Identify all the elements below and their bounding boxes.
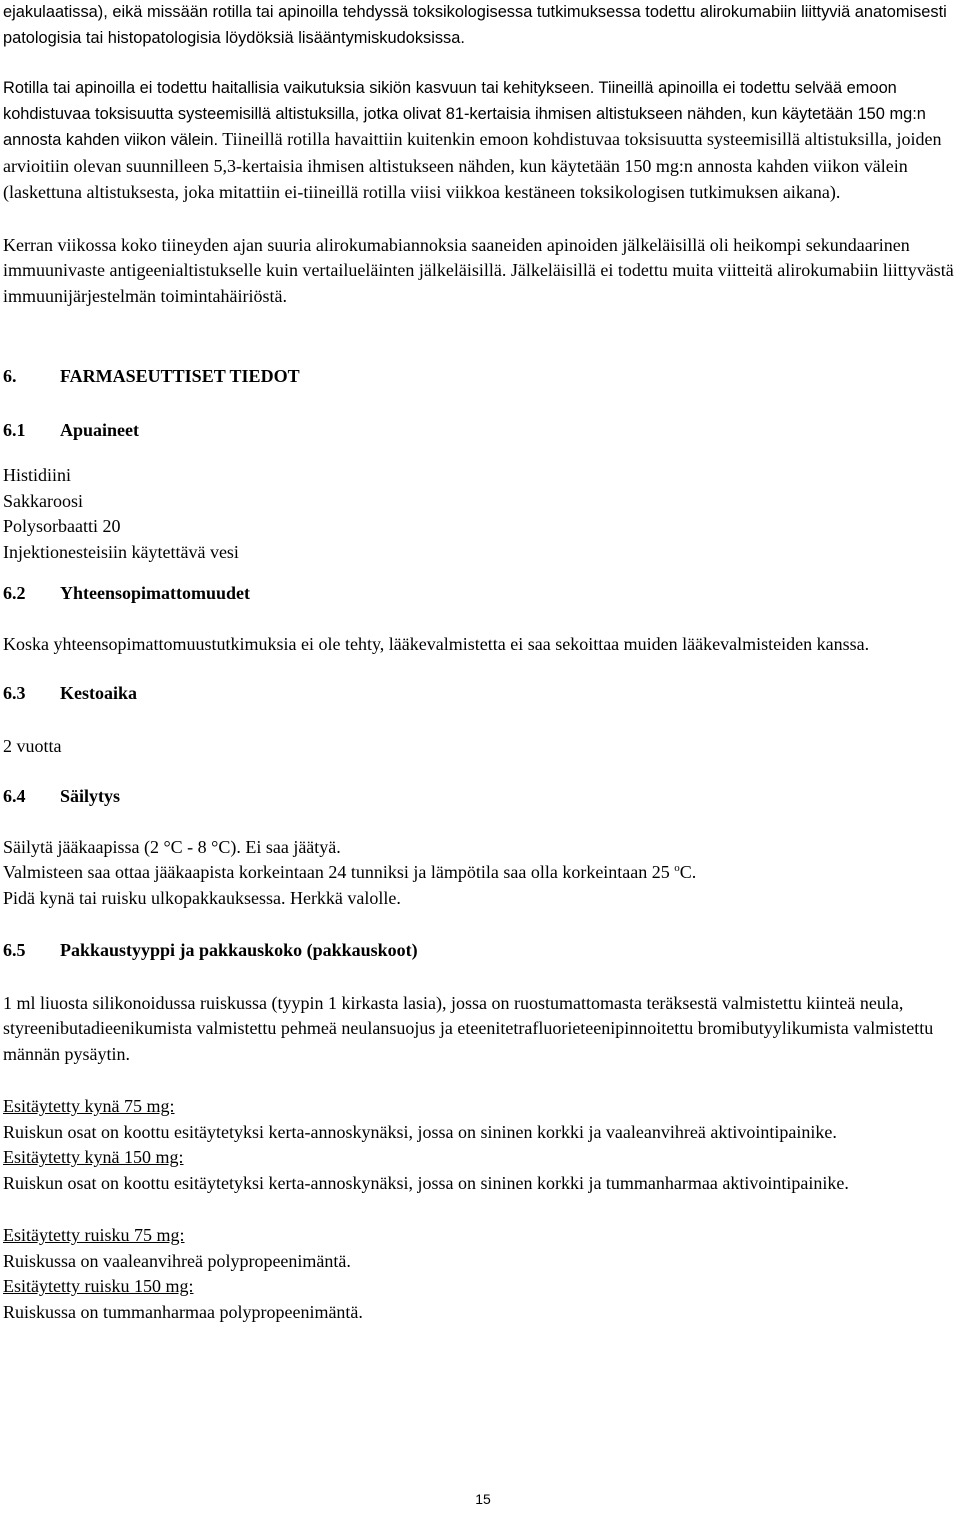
paragraph-text: ejakulaatissa), eikä missään rotilla tai apinoilla tehdyssä toksikologisessa tutkimuksessa todettu alirokumabiin liittyviä anatomisesti patologisia tai histopatologisia löydöksiä lisääntymiskudoksissa.	[3, 3, 947, 47]
section-number: 6.3	[3, 683, 26, 703]
paragraph-text-sans: Rotilla tai apinoilla ei todettu haitallisia vaikutuksia sikiön kasvuun tai kehitykseen. Tiineillä apinoilla ei todettu selvää emoon kohdistuvaa toksisuutta systeemisillä altistuksilla, jotka olivat 81-kertaisia ihmisen altistukseen nähden, kun käytetään 150 mg:n annosta kahden viikon välein.	[3, 79, 926, 149]
page-number: 15	[475, 1491, 491, 1507]
degree-superscript: o	[674, 862, 680, 874]
storage-block	[3, 835, 958, 912]
pen-descriptions	[3, 1094, 958, 1196]
syringe-75-label: Esitäytetty ruisku 75 mg:	[3, 1225, 185, 1245]
paragraph-fetal-development	[3, 76, 958, 207]
section-number: 6.1	[3, 419, 26, 440]
section-6-2-heading	[3, 581, 958, 607]
paragraph-reproductive-findings	[3, 0, 958, 51]
incompatibilities-text: Koska yhteensopimattomuustutkimuksia ei ole tehty, lääkevalmistetta ei saa sekoittaa muiden lääkevalmisteiden kanssa.	[3, 633, 870, 654]
syringe-150-label: Esitäytetty ruisku 150 mg:	[3, 1276, 194, 1296]
section-title: FARMASEUTTISET TIEDOT	[60, 366, 300, 386]
section-number: 6.	[3, 366, 17, 386]
section-6-4-heading	[3, 784, 958, 810]
section-number: 6.2	[3, 583, 26, 603]
excipients-list	[3, 463, 958, 565]
paragraph-text-serif: Tiineillä rotilla havaittiin kuitenkin emoon kohdistuvaa toksisuutta systeemisillä altistuksilla, joiden arvioitiin olevan suunnilleen 5,3-kertaisia ihmisen altistukseen nähden, kun käytetään 150 mg:n annosta kahden viikon välein (laskettuna altistuksesta, joka mitattiin ei-tiineillä rotilla viisi viikkoa kestäneen toksikologisen tutkimuksen aikana).	[3, 129, 942, 202]
section-number: 6.5	[3, 940, 26, 960]
excipient-item: Polysorbaatti 20	[3, 516, 121, 536]
section-title: Pakkaustyyppi ja pakkauskoko (pakkauskoot)	[60, 940, 418, 960]
pen-150-text: Ruiskun osat on koottu esitäytetyksi kerta-annoskynäksi, jossa on sininen korkki ja tummanharmaa aktivointipainike.	[3, 1172, 849, 1193]
storage-line: Pidä kynä tai ruisku ulkopakkauksessa. Herkkä valolle.	[3, 887, 401, 908]
shelf-life-text: 2 vuotta	[3, 735, 62, 756]
syringe-descriptions	[3, 1223, 958, 1325]
syringe-150-text: Ruiskussa on tummanharmaa polypropeenimäntä.	[3, 1301, 363, 1322]
excipient-item: Sakkaroosi	[3, 490, 83, 511]
section-title: Yhteensopimattomuudet	[60, 583, 251, 603]
section-title: Säilytys	[60, 786, 121, 806]
container-description: 1 ml liuosta silikonoidussa ruiskussa (tyypin 1 kirkasta lasia), jossa on ruostumattomasta teräksestä valmistettu kiinteä neula, styreenibutadieenikumista valmistettu pehmeä neulansuojus ja eteenitetrafluorieteenipinnoitettu bromibutyylikumista valmistettu männän pysäytin.	[3, 992, 934, 1064]
storage-text: C.	[679, 862, 697, 882]
pen-150-label: Esitäytetty kynä 150 mg:	[3, 1147, 184, 1167]
paragraph-text: Kerran viikossa koko tiineyden ajan suuria alirokumabiannoksia saaneiden apinoiden jälkeläisillä oli heikompi sekundaarinen immuunivaste antigeenialtistukselle kuin vertailueläinten jälkeläisillä. Jälkeläisillä ei todettu muita viitteitä alirokumabiin liittyvästä immuunijärjestelmän toimintahäiriöstä.	[3, 234, 954, 306]
section-title: Apuaineet	[60, 419, 140, 440]
storage-line	[3, 860, 958, 886]
section-6-heading	[3, 364, 958, 390]
pen-75-text: Ruiskun osat on koottu esitäytetyksi kerta-annoskynäksi, jossa on sininen korkki ja vaaleanvihreä aktivointipainike.	[3, 1121, 837, 1142]
excipient-item: Injektionesteisiin käytettävä vesi	[3, 541, 239, 562]
section-number: 6.4	[3, 786, 26, 806]
section-6-1-heading	[3, 418, 958, 444]
storage-line: Säilytä jääkaapissa (2 °C - 8 °C). Ei saa jäätyä.	[3, 836, 341, 857]
section-title: Kestoaika	[60, 683, 138, 703]
syringe-75-text: Ruiskussa on vaaleanvihreä polypropeenimäntä.	[3, 1250, 351, 1271]
pen-75-label: Esitäytetty kynä 75 mg:	[3, 1096, 175, 1116]
document-page	[3, 0, 958, 1325]
section-6-5-heading	[3, 938, 958, 964]
paragraph-immune-response	[3, 233, 958, 310]
excipient-item: Histidiini	[3, 465, 72, 485]
storage-text: Valmisteen saa ottaa jääkaapista korkeintaan 24 tunniksi ja lämpötila saa olla korkeintaan 25	[3, 862, 675, 882]
section-6-3-heading	[3, 681, 958, 707]
